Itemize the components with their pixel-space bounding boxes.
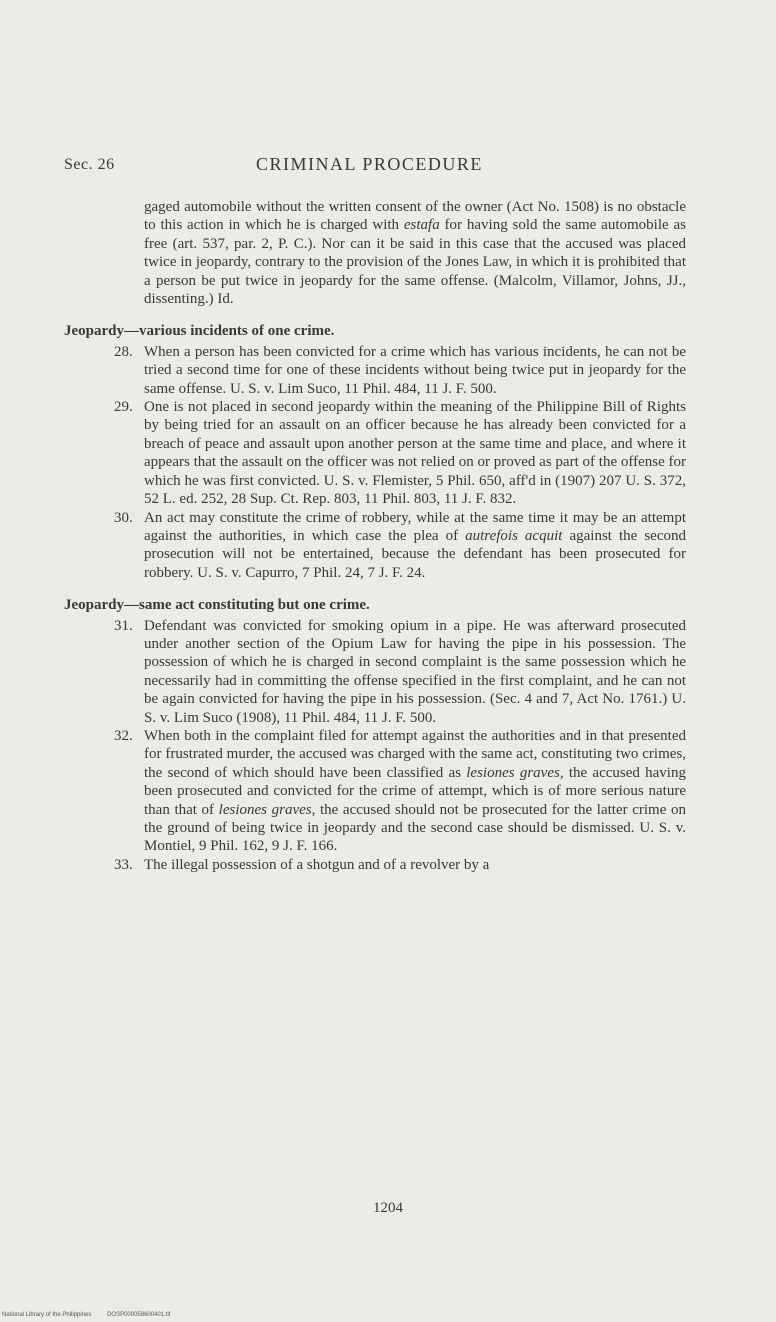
item-number: 32. [114, 727, 133, 744]
library-credit: National Library of the Philippines [2, 1312, 92, 1318]
item-italic-a: lesiones graves [466, 764, 560, 781]
item-number: 30. [114, 509, 133, 526]
continuation-italic: estafa [403, 217, 440, 234]
item-number: 28. [114, 343, 133, 360]
item-29 [64, 398, 686, 508]
item-text: The illegal possession of a shotgun and of a revolver by a [144, 856, 490, 873]
item-31 [64, 617, 686, 727]
continuation-text-b: for having sold the same automobile as free (art. 537, par. 2, P. C.). Nor can it be said in this case that the accused was placed twice in jeopardy, contrary to the provision of the Jones Law, in which it is prohibited that a person be put twice in jeopardy for the same offense. (Malcolm, Villamor, Johns, JJ., dissenting.) Id. [144, 217, 686, 308]
body-text [64, 198, 686, 874]
section-number: Sec. 26 [64, 156, 115, 173]
item-32 [64, 727, 686, 856]
header-title: CRIMINAL PROCEDURE [256, 154, 483, 174]
item-33 [64, 856, 686, 874]
scan-footer [2, 1312, 184, 1318]
item-text-c: , the accused should not be prosecuted for the latter crime on the ground of being twice in jeopardy and the second case should be dismissed. U. S. v. Montiel, 9 Phil. 162, 9 J. F. 166. [144, 801, 686, 855]
item-number: 29. [114, 399, 133, 416]
section-heading-same-act: Jeopardy—same act constituting but one crime. [64, 597, 370, 614]
item-text: When a person has been convicted for a crime which has various incidents, he can not be tried a second time for one of these incidents without being twice put in jeopardy for the same offense. U. S. v. Lim Suco, 11 Phil. 484, 11 J. F. 500. [144, 343, 686, 397]
file-code: DOSP000058600401.tif [107, 1312, 171, 1318]
item-text: One is not placed in second jeopardy within the meaning of the Philippine Bill of Rights by being tried for an assault on an officer because he has already been convicted for a breach of peace and assault upon another person at the same time and place, and where it appears that the assault on the officer was not relied on or proved as part of the offense for which he was first convicted. U. S. v. Flemister, 5 Phil. 650, aff'd in (1907) 207 U. S. 372, 52 L. ed. 252, 28 Sup. Ct. Rep. 803, 11 Phil. 803, 11 J. F. 832. [144, 399, 686, 508]
item-number: 33. [114, 856, 133, 873]
item-text-b: against the second prosecution will not be entertained, because the defendant has been prosecuted for robbery. U. S. v. Capurro, 7 Phil. 24, 7 J. F. 24. [144, 527, 687, 581]
item-text-a: An act may constitute the crime of robbery, while at the same time it may be an attempt against the authorities, in which case the plea of [144, 509, 686, 544]
item-28 [64, 343, 686, 398]
item-italic: autrefois acquit [465, 527, 563, 544]
item-text: Defendant was convicted for smoking opium in a pipe. He was afterward prosecuted under another section of the Opium Law for having the pipe in his possession. The possession of which he is charged in second complaint is the same possession which he necessarily had in committing the offense specified in the first complaint, and he can not be again convicted for having the pipe in his possession. (Sec. 4 and 7, Act No. 1761.) U. S. v. Lim Suco (1908), 11 Phil. 484, 11 J. F. 500. [144, 617, 686, 726]
section-heading-various-incidents: Jeopardy—various incidents of one crime. [64, 323, 335, 340]
continuation-paragraph [64, 198, 686, 308]
item-number: 31. [114, 617, 133, 634]
continuation-text-a: gaged automobile without the written consent of the owner (Act No. 1508) is no obstacle to this action in which he is charged with [144, 199, 686, 234]
item-30 [64, 509, 686, 583]
item-text-b: , the accused having been prosecuted and convicted for the crime of attempt, which is of more serious nature than that of [144, 764, 686, 818]
item-italic-b: lesiones graves [218, 801, 312, 818]
item-text-a: When both in the complaint filed for attempt against the authorities and in that presented for frustrated murder, the accused was charged with the same act, constituting two crimes, the second of which should have been classified as [144, 727, 686, 781]
page-number: 1204 [373, 1200, 403, 1216]
